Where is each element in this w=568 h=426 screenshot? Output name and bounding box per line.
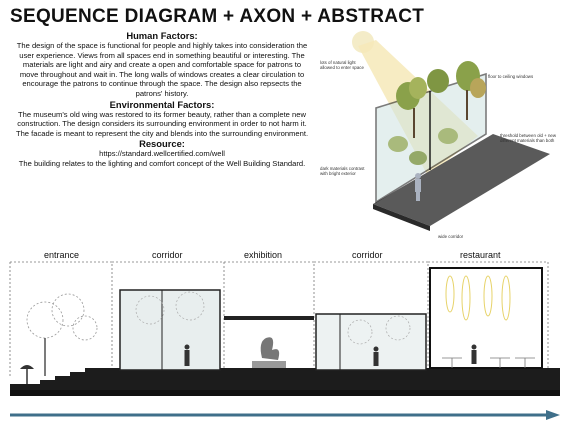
sequence-section (0, 248, 568, 408)
label-restaurant: restaurant (460, 250, 501, 260)
label-corridor-1: corridor (152, 250, 183, 260)
note-corridor: wide corridor (438, 234, 464, 239)
human-factors-heading: Human Factors: (126, 30, 198, 41)
resource-url: https://standard.wellcertified.com/well (99, 149, 225, 159)
person-icon (472, 345, 477, 365)
sculpture-plinth (252, 361, 286, 368)
pendant-light-icon (446, 276, 510, 320)
note-threshold: threshold between old + new different materials than both (500, 133, 557, 143)
corridor-window (120, 290, 220, 370)
label-entrance: entrance (44, 250, 80, 260)
corridor-window (316, 314, 426, 370)
note-natural-light: lots of natural light allowed to enter space (320, 60, 364, 70)
ground-base (10, 390, 560, 396)
page-title: SEQUENCE DIAGRAM + AXON + ABSTRACT (10, 6, 425, 27)
sequence-arrow-icon (10, 410, 560, 420)
label-corridor-2: corridor (352, 250, 383, 260)
label-exhibition: exhibition (244, 250, 283, 260)
note-windows: floor to ceiling windows (488, 74, 534, 79)
person-with-umbrella-icon (20, 365, 34, 384)
tree-icon (27, 294, 97, 340)
exhibition-roof (224, 316, 314, 320)
table-icon (442, 358, 535, 368)
note-materials: dark materials contrast with bright exterior (320, 166, 365, 176)
environmental-factors-body: The museum's old wing was restored to its former beauty, rather than a complete new construction. The design considers its surrounding environment in order to not harm it. The facade is meant to represent the city and blends into the surrounding environment. (15, 109, 309, 138)
abstract-text (14, 30, 310, 169)
resource-heading: Resource: (139, 138, 185, 150)
environmental-factors-heading: Environmental Factors: (109, 98, 215, 110)
section-drawing (0, 248, 568, 408)
human-factors-body: The design of the space is functional for people and highly takes into consideration the user experience. Views from all spaces end in something beautiful or interesting. The materials are light and airy and create a open and comfortable space for patrons to move throughout and wait in. The long walls of windows creates a clear circulation to encourage the patrons to continue through the space. The design also repsects the patrons' history. (16, 41, 308, 98)
person-icon (374, 347, 379, 367)
ground (10, 368, 560, 390)
sculpture (261, 337, 279, 360)
resource-body: The building relates to the lighting and comfort concept of the Well Building Standard. (18, 158, 306, 168)
axon-diagram (318, 26, 568, 246)
person-icon (185, 345, 190, 367)
